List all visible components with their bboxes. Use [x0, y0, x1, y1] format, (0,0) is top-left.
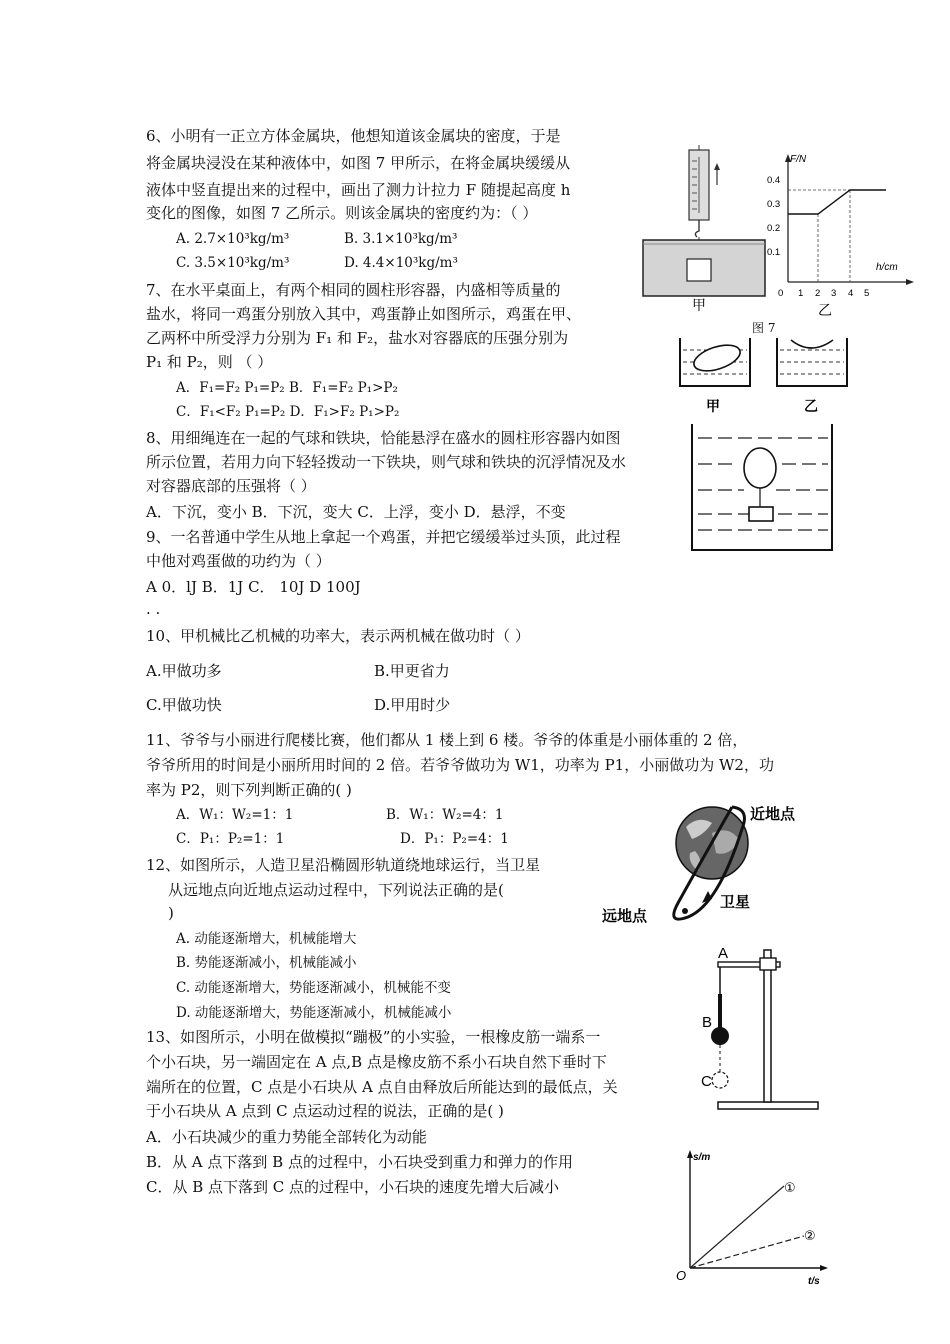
egg-in-saltwater-figure [675, 338, 850, 416]
q11-line3: 率为 P2，则下列判断正确的( ) [146, 781, 352, 799]
s-axis-label: s/m [693, 1152, 711, 1163]
q13-line4: 于小石块从 A 点到 C 点运动过程的说法，正确的是( ) [146, 1102, 504, 1120]
q10-option-a: A.甲做功多 [146, 662, 222, 680]
x-tick-3: 3 [831, 288, 837, 299]
q7-line3: 乙两杯中所受浮力分别为 F₁ 和 F₂，盐水对容器底的压强分别为 [146, 329, 569, 347]
q10-option-b: B.甲更省力 [374, 662, 450, 680]
q9-line1: 9、一名普通中学生从地上拿起一个鸡蛋，并把它缓缓举过头顶，此过程 [146, 528, 621, 546]
s-t-graph-figure [672, 1148, 837, 1288]
q8-line2: 所示位置，若用力向下轻轻拨动一下铁块，则气球和铁块的沉浮情况及水 [146, 453, 627, 471]
q6-option-a: A. 2.7×10³kg/m³ [176, 231, 290, 247]
point-b-label: B [702, 1014, 713, 1031]
q11-option-a: A．W₁：W₂=1：1 [176, 807, 294, 823]
figure-7-yi-label: 乙 [818, 302, 832, 318]
point-c-label: C [701, 1073, 712, 1090]
y-tick-0.4: 0.4 [767, 175, 781, 186]
x-tick-4: 4 [848, 288, 854, 299]
q6-line2: 将金属块浸没在某种液体中，如图 7 甲所示，在将金属块缓缓从 [146, 154, 571, 172]
q12-option-d: D. 动能逐渐增大，势能逐渐减小，机械能减小 [176, 1005, 452, 1021]
q6-option-d: D. 4.4×10³kg/m³ [344, 255, 458, 271]
q12-option-a: A. 动能逐渐增大，机械能增大 [176, 931, 357, 947]
y-axis-label: F/N [790, 154, 807, 165]
q11-line1: 11、爷爷与小丽进行爬楼比赛，他们都从 1 楼上到 6 楼。爷爷的体重是小丽体重的 2 倍， [146, 731, 748, 749]
q12-line3: ) [168, 904, 174, 922]
q7-options-ab: A．F₁=F₂ P₁=P₂ B．F₁=F₂ P₁>P₂ [176, 380, 398, 396]
figure-7-jia [640, 145, 770, 315]
q9-dots: . . [146, 600, 161, 618]
q7-line2: 盐水，将同一鸡蛋分别放入其中，鸡蛋静止如图所示，鸡蛋在甲、 [146, 305, 582, 323]
q11-option-d: D．P₁：P₂=4：1 [400, 831, 509, 847]
q13-line1: 13、如图所示，小明在做模拟“蹦极”的小实验，一根橡皮筋一端系一 [146, 1028, 601, 1046]
q6-option-c: C. 3.5×10³kg/m³ [176, 255, 290, 271]
x-tick-1: 1 [798, 288, 804, 299]
bungee-stand-figure [700, 942, 830, 1114]
q12-line1: 12、如图所示，人造卫星沿椭圆形轨道绕地球运行，当卫星 [146, 856, 541, 874]
line-1-label: ① [784, 1180, 796, 1195]
q12-option-c: C. 动能逐渐增大，势能逐渐减小，机械能不变 [176, 980, 451, 996]
q6-line1: 6、小明有一正立方体金属块，他想知道该金属块的密度，于是 [146, 127, 561, 145]
q11-option-b: B．W₁：W₂=4：1 [386, 807, 504, 823]
q7-line1: 7、在水平桌面上，有两个相同的圆柱形容器，内盛相等质量的 [146, 281, 561, 299]
q6-option-b: B. 3.1×10³kg/m³ [344, 231, 458, 247]
near-point-label: 近地点 [750, 806, 796, 823]
q13-line3: 端所在的位置，C 点是小石块从 A 点自由释放后所能达到的最低点，关 [146, 1078, 618, 1096]
q13-option-c: C．从 B 点下落到 C 点的过程中，小石块的速度先增大后减小 [146, 1178, 560, 1196]
t-axis-label: t/s [808, 1276, 820, 1287]
q10-option-d: D.甲用时少 [374, 696, 451, 714]
y-tick-0.2: 0.2 [767, 223, 781, 234]
q12-line2: 从远地点向近地点运动过程中，下列说法正确的是( [168, 881, 504, 899]
q13-option-a: A．小石块减少的重力势能全部转化为动能 [146, 1128, 427, 1146]
q7-options-cd: C．F₁<F₂ P₁=P₂ D．F₁>F₂ P₁>P₂ [176, 404, 400, 420]
q7-line4: P₁ 和 P₂，则 （ ） [146, 353, 273, 371]
origin-label: O [676, 1268, 687, 1283]
q11-line2: 爷爷所用的时间是小丽所用时间的 2 倍。若爷爷做功为 W1，功率为 P1，小丽做功为 W2，功 [146, 756, 774, 774]
balloon-iron-block-figure [688, 422, 838, 556]
q10-option-c: C.甲做功快 [146, 696, 222, 714]
q8-line3: 对容器底部的压强将（ ） [146, 477, 316, 495]
figure-7-jia-label: 甲 [692, 297, 706, 313]
q12-option-b: B. 势能逐渐减小，机械能减小 [176, 955, 357, 971]
line-2-label: ② [804, 1228, 816, 1243]
q13-line2: 个小石块，另一端固定在 A 点,B 点是橡皮筋不系小石块自然下垂时下 [146, 1053, 607, 1071]
q10-stem: 10、甲机械比乙机械的功率大，表示两机械在做功时（ ） [146, 627, 530, 645]
q8-options: A．下沉，变小 B．下沉，变大 C．上浮，变小 D．悬浮，不变 [146, 503, 566, 521]
q11-option-c: C．P₁：P₂=1：1 [176, 831, 285, 847]
figure-7-yi-chart [767, 150, 920, 320]
egg-figure-yi-label: 乙 [804, 398, 818, 414]
x-tick-2: 2 [815, 288, 821, 299]
q6-line3: 液体中竖直提出来的过程中，画出了测力计拉力 F 随提起高度 h [146, 181, 571, 199]
far-point-label: 远地点 [602, 908, 648, 925]
point-a-label: A [718, 945, 729, 962]
y-tick-0.3: 0.3 [767, 199, 781, 210]
q8-line1: 8、用细绳连在一起的气球和铁块，恰能悬浮在盛水的圆柱形容器内如图 [146, 429, 621, 447]
x-tick-5: 5 [864, 288, 870, 299]
q9-options: A 0．lJ B．1J C． 10J D 100J [146, 578, 361, 596]
x-axis-label: h/cm [876, 262, 898, 273]
figure-7-caption: 图 7 [752, 321, 776, 335]
satellite-orbit-figure [600, 795, 815, 930]
x-tick-0: 0 [778, 288, 784, 299]
q6-line4: 变化的图像，如图 7 乙所示。则该金属块的密度约为：（ ） [146, 204, 538, 222]
q13-option-b: B．从 A 点下落到 B 点的过程中，小石块受到重力和弹力的作用 [146, 1153, 573, 1171]
y-tick-0.1: 0.1 [767, 247, 781, 258]
q9-line2: 中他对鸡蛋做的功约为（ ） [146, 552, 331, 570]
egg-figure-jia-label: 甲 [706, 398, 720, 414]
satellite-label: 卫星 [720, 894, 751, 911]
